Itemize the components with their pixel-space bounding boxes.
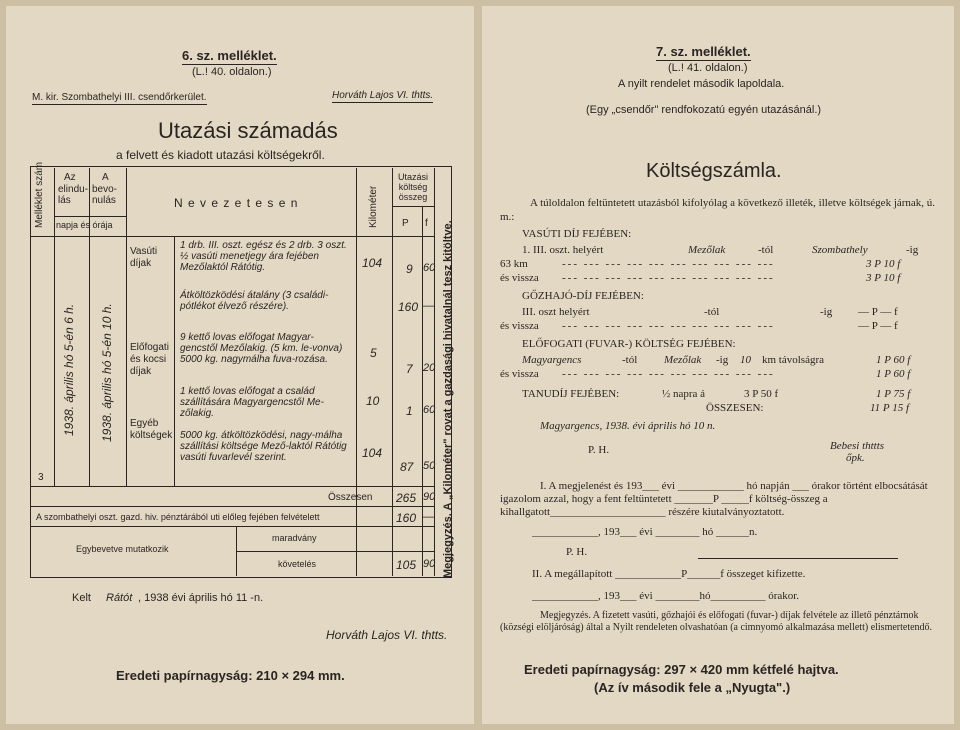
e-row2: és vissza <box>500 368 539 380</box>
tanudij-label: TANUDÍJ FEJÉBEN: <box>522 388 620 400</box>
v-row3-amt: 3 P 10 f <box>866 272 901 284</box>
item-1-p: 160 <box>398 300 419 314</box>
kelt-label: Kelt <box>72 592 91 604</box>
right-note: Megjegyzés. A fizetett vasúti, gőzhajói és előfogati (fuvar-) díjak felvétele az illető pénztárnok (községi elöljáróság) által a Nyilt rendeleten olvashatóan (a cimnyomó alkalmazása mellett) elismertetendő. <box>500 610 933 633</box>
osszesen-label-right: ÖSSZESEN: <box>706 402 764 414</box>
tanudij-amt: 1 P 75 f <box>876 388 911 400</box>
item-1-f: — <box>423 300 434 312</box>
g-amt2: — P — f <box>858 320 898 332</box>
item-0-text: 1 drb. III. oszt. egész és 2 drb. 3 oszt. ½ vasúti menetjegy ára fejében Mezőlaktól Rátótig. <box>180 240 347 273</box>
right-intro: A túloldalon feltüntetett utazásból kifolyólag a következő illeték, illetve költségek járnak, ú. m.: <box>500 197 936 223</box>
e-to: Mezőlak <box>664 354 702 366</box>
person-label: Horváth Lajos VI. thtts. <box>332 90 434 101</box>
left-annex-title: 6. sz. melléklet. <box>182 48 277 63</box>
item-2-text: 9 kettő lovas előfogat Magyar-gencstől Mezőlakig. (5 km. le-vonva) 5000 kg. nagymálha fuva-rozása. <box>180 332 343 365</box>
col-utazasi: Utazási költség összeg <box>397 172 428 202</box>
item-2-p: 7 <box>406 362 413 376</box>
ph-2: P. H. <box>566 546 588 558</box>
date-end: 1938. április hó 5-én 10 h. <box>100 303 114 442</box>
v-row3: és vissza <box>500 272 539 284</box>
item-3-km: 10 <box>366 394 380 408</box>
elofogat-head: ELŐFOGATI (FUVAR-) KÖLTSÉG FEJÉBEN: <box>522 338 736 350</box>
e-ig: -ig <box>716 354 729 366</box>
g-row1: III. oszt helyért <box>522 306 590 318</box>
v-row2-km: 63 km <box>500 258 528 270</box>
cert-1: I. A megjelenést és 193___ évi ____________ hó napján ___ órakor történt elbocsátását igazolom azzal, hogy a fent feltüntetett _______P _____f költség-összeg a kihallgatott_____________________ részére kiutalványoztatott. <box>500 480 928 518</box>
right-line1: A nyilt rendelet második lapoldala. <box>618 78 785 90</box>
item-1-text: Átköltözködési átalány (3 családi-pótlékot élvező részére). <box>180 290 329 312</box>
cat-egyeb: Egyéb költségek <box>130 418 173 441</box>
v-row1-from: Mezőlak <box>688 244 726 256</box>
tanudij-frac: ½ napra á <box>662 388 706 400</box>
koveteles-f: 90 <box>423 558 436 570</box>
col-p: P <box>402 218 409 229</box>
cert-2-date: ____________, 193___ évi ________hó__________ órakor. <box>532 590 800 602</box>
item-4-f: 50 <box>423 460 436 472</box>
item-4-km: 104 <box>362 446 383 460</box>
e-amt: 1 P 60 f <box>876 354 911 366</box>
signer-rank: őpk. <box>846 452 865 464</box>
item-2-f: 20 <box>423 362 436 374</box>
page-subtitle: a felvett és kiadott utazási költségekről. <box>116 148 325 162</box>
cat-vasuti: Vasúti díjak <box>130 246 158 269</box>
g-tol: -tól <box>704 306 720 318</box>
g-row2: és vissza <box>500 320 539 332</box>
v-row1-ig: -ig <box>906 244 919 256</box>
e-tol: -tól <box>622 354 638 366</box>
right-line2: (Egy „csendőr" rendfokozatú egyén utazásánál.) <box>586 104 822 116</box>
gozhajo-head: GŐZHAJÓ-DÍJ FEJÉBEN: <box>522 290 644 302</box>
item-0-km: 104 <box>362 256 383 270</box>
advance-p: 160 <box>396 511 417 525</box>
cert-2: II. A megállapított ____________P______f összeget kifizette. <box>532 568 806 580</box>
koveteles-label: követelés <box>278 559 317 569</box>
kelt-place: Rátót <box>106 592 133 604</box>
col-a: A <box>102 172 109 183</box>
advance-label: A szombathelyi oszt. gazd. hiv. pénztárából uti előleg fejében felvételett <box>36 512 320 522</box>
right-annex-ref: (L.! 41. oldalon.) <box>668 62 748 74</box>
koveteles-p: 105 <box>396 558 417 572</box>
v-row1-tol: -tól <box>758 244 774 256</box>
kelt-date: , 1938 évi április hó 11 -n. <box>138 592 264 604</box>
item-0-p: 9 <box>406 262 413 276</box>
page-title: Utazási számadás <box>158 118 338 143</box>
cert-1-date: ____________, 193___ évi ________ hó ______n. <box>532 526 758 538</box>
e-km-label: km távolságra <box>762 354 825 366</box>
maradvany-label: maradvány <box>272 533 317 543</box>
right-paper-size-2: (Az ív második fele a „Nyugta".) <box>594 680 791 695</box>
ph-1: P. H. <box>588 444 610 456</box>
v-row2-amt: 3 P 10 f <box>866 258 901 270</box>
col-f: f <box>425 218 428 229</box>
osszesen-p: 265 <box>396 491 417 505</box>
item-0-f: 60 <box>423 262 436 274</box>
signer: Bebesi thttts <box>830 440 885 452</box>
col-elindulas: elindu-lás <box>58 184 89 206</box>
egybevetve-label: Egybevetve mutatkozik <box>76 544 169 554</box>
col-nevezetesen: N e v e z e t e s e n <box>174 196 299 210</box>
osszesen-label: Összesen <box>328 492 373 503</box>
cat-elofogati: Előfogati és kocsi díjak <box>130 342 169 377</box>
row-number: 3 <box>38 472 44 483</box>
left-paper-size: Eredeti papírnagyság: 210 × 294 mm. <box>116 668 345 683</box>
item-4-p: 87 <box>400 460 414 474</box>
osszesen-amt-right: 11 P 15 f <box>870 402 910 414</box>
e-amt2: 1 P 60 f <box>876 368 911 380</box>
right-paper-size: Eredeti papírnagyság: 297 × 420 mm kétfelé hajtva. <box>524 662 839 677</box>
date-start: 1938. április hó 5-én 6 h. <box>62 303 76 436</box>
e-km: 10 <box>740 354 751 366</box>
col-melleklet: Melléklet szám <box>34 161 45 228</box>
vasuti-head: VASÚTI DÍJ FEJÉBEN: <box>522 228 632 240</box>
tanudij-rate: 3 P 50 f <box>744 388 779 400</box>
col-bevonulas: bevo-nulás <box>92 184 118 206</box>
right-title: Költségszámla. <box>646 160 782 182</box>
g-amt: — P — f <box>858 306 898 318</box>
item-3-p: 1 <box>406 404 413 418</box>
col-napja: napja és órája <box>56 220 113 230</box>
right-annex-title: 7. sz. melléklet. <box>656 44 751 59</box>
osszesen-f: 90 <box>423 491 436 503</box>
right-page: 7. sz. melléklet. (L.! 41. oldalon.) A nyilt rendelet második lapoldala. (Egy „csendőr" rendfokozatú egyén utazásánál.) Költségszámla. A túloldalon feltüntetett utazásból kifolyólag a következő illeték, illetve költségek járnak, ú. m.: VASÚTI DÍJ FEJÉBEN: 1. III. oszt. helyért Mezőlak -tól Szombathely -ig 63 km --- --- --- --- --- --- --- --- --- --- 3 P 10 f és vissza --- --- --- --- --- --- --- --- --- --- 3 P 10 f GŐZHAJÓ-DÍJ FEJÉBEN: III. oszt helyért -tól -ig — P — f és vissza --- --- --- --- --- --- --- --- --- --- — P — f ELŐFOGATI (FUVAR-) KÖLTSÉG FEJÉBEN: Magyargencs -tól Mezőlak -ig 10 km távolságra 1 P 60 f és vissza --- --- --- --- --- --- --- --- --- --- 1 P 60 f TANUDÍJ FEJÉBEN: ½ napra á 3 P 50 f 1 P 75 f ÖSSZESEN: 11 P 15 f Magyargencs, 1938. évi április hó 10 n. P. H. Bebesi thttts őpk. I. A megjelenést és 193___ évi ____________ hó napján ___ órakor történt elbocsátását igazolom azzal, hogy a fent feltüntetett _______P _____f költség-összeg a kihallgatott_____________________ részére kiutalványoztatott. ____________, 193___ évi ________ hó ______n. P. H. II. A megállapított ____________P______f összeget kifizette. ____________, 193___ évi ________hó__________ órakor. Megjegyzés. A fizetett vasúti, gőzhajói és előfogati (fuvar-) díjak felvétele az illető pénztárnok (községi elöljáróság) által a Nyilt rendeleten olvashatóan (a cimnyomó alkalmazása mellett) elismertetendő. Eredeti papírnagyság: 297 × 420 mm kétfelé hajtva. (Az ív második fele a „Nyugta".) <box>482 6 954 724</box>
left-page <box>6 6 474 724</box>
col-kilometer: Kilométer <box>368 185 379 228</box>
v-row1-to: Szombathely <box>812 244 868 256</box>
date-place: Magyargencs, 1938. évi április hó 10 n. <box>540 420 716 432</box>
item-3-f: 60 <box>423 404 436 416</box>
left-signature: Horváth Lajos VI. thtts. <box>326 628 448 642</box>
advance-f: — <box>423 511 434 523</box>
col-az: Az <box>64 172 76 183</box>
district-label: M. kir. Szombathelyi III. csendőrkerület. <box>32 92 207 103</box>
left-annex-ref: (L.! 40. oldalon.) <box>192 66 272 78</box>
e-from: Magyargencs <box>522 354 582 366</box>
item-2-km: 5 <box>370 346 377 360</box>
v-row1-a: 1. III. oszt. helyért <box>522 244 604 256</box>
g-ig: -ig <box>820 306 833 318</box>
side-note: Megjegyzés. A „Kilométer" rovat a gazdasági hivatalnál tesz kitöltve. <box>442 220 454 578</box>
item-4-text: 5000 kg. átköltözködési, nagy-málha szállítási költsége Mező-laktól Rátótig vasúti fuvarlevél szerint. <box>180 430 347 463</box>
item-3-text: 1 kettő lovas előfogat a család szállítására Magyargencstől Me-zőlakig. <box>180 386 324 419</box>
